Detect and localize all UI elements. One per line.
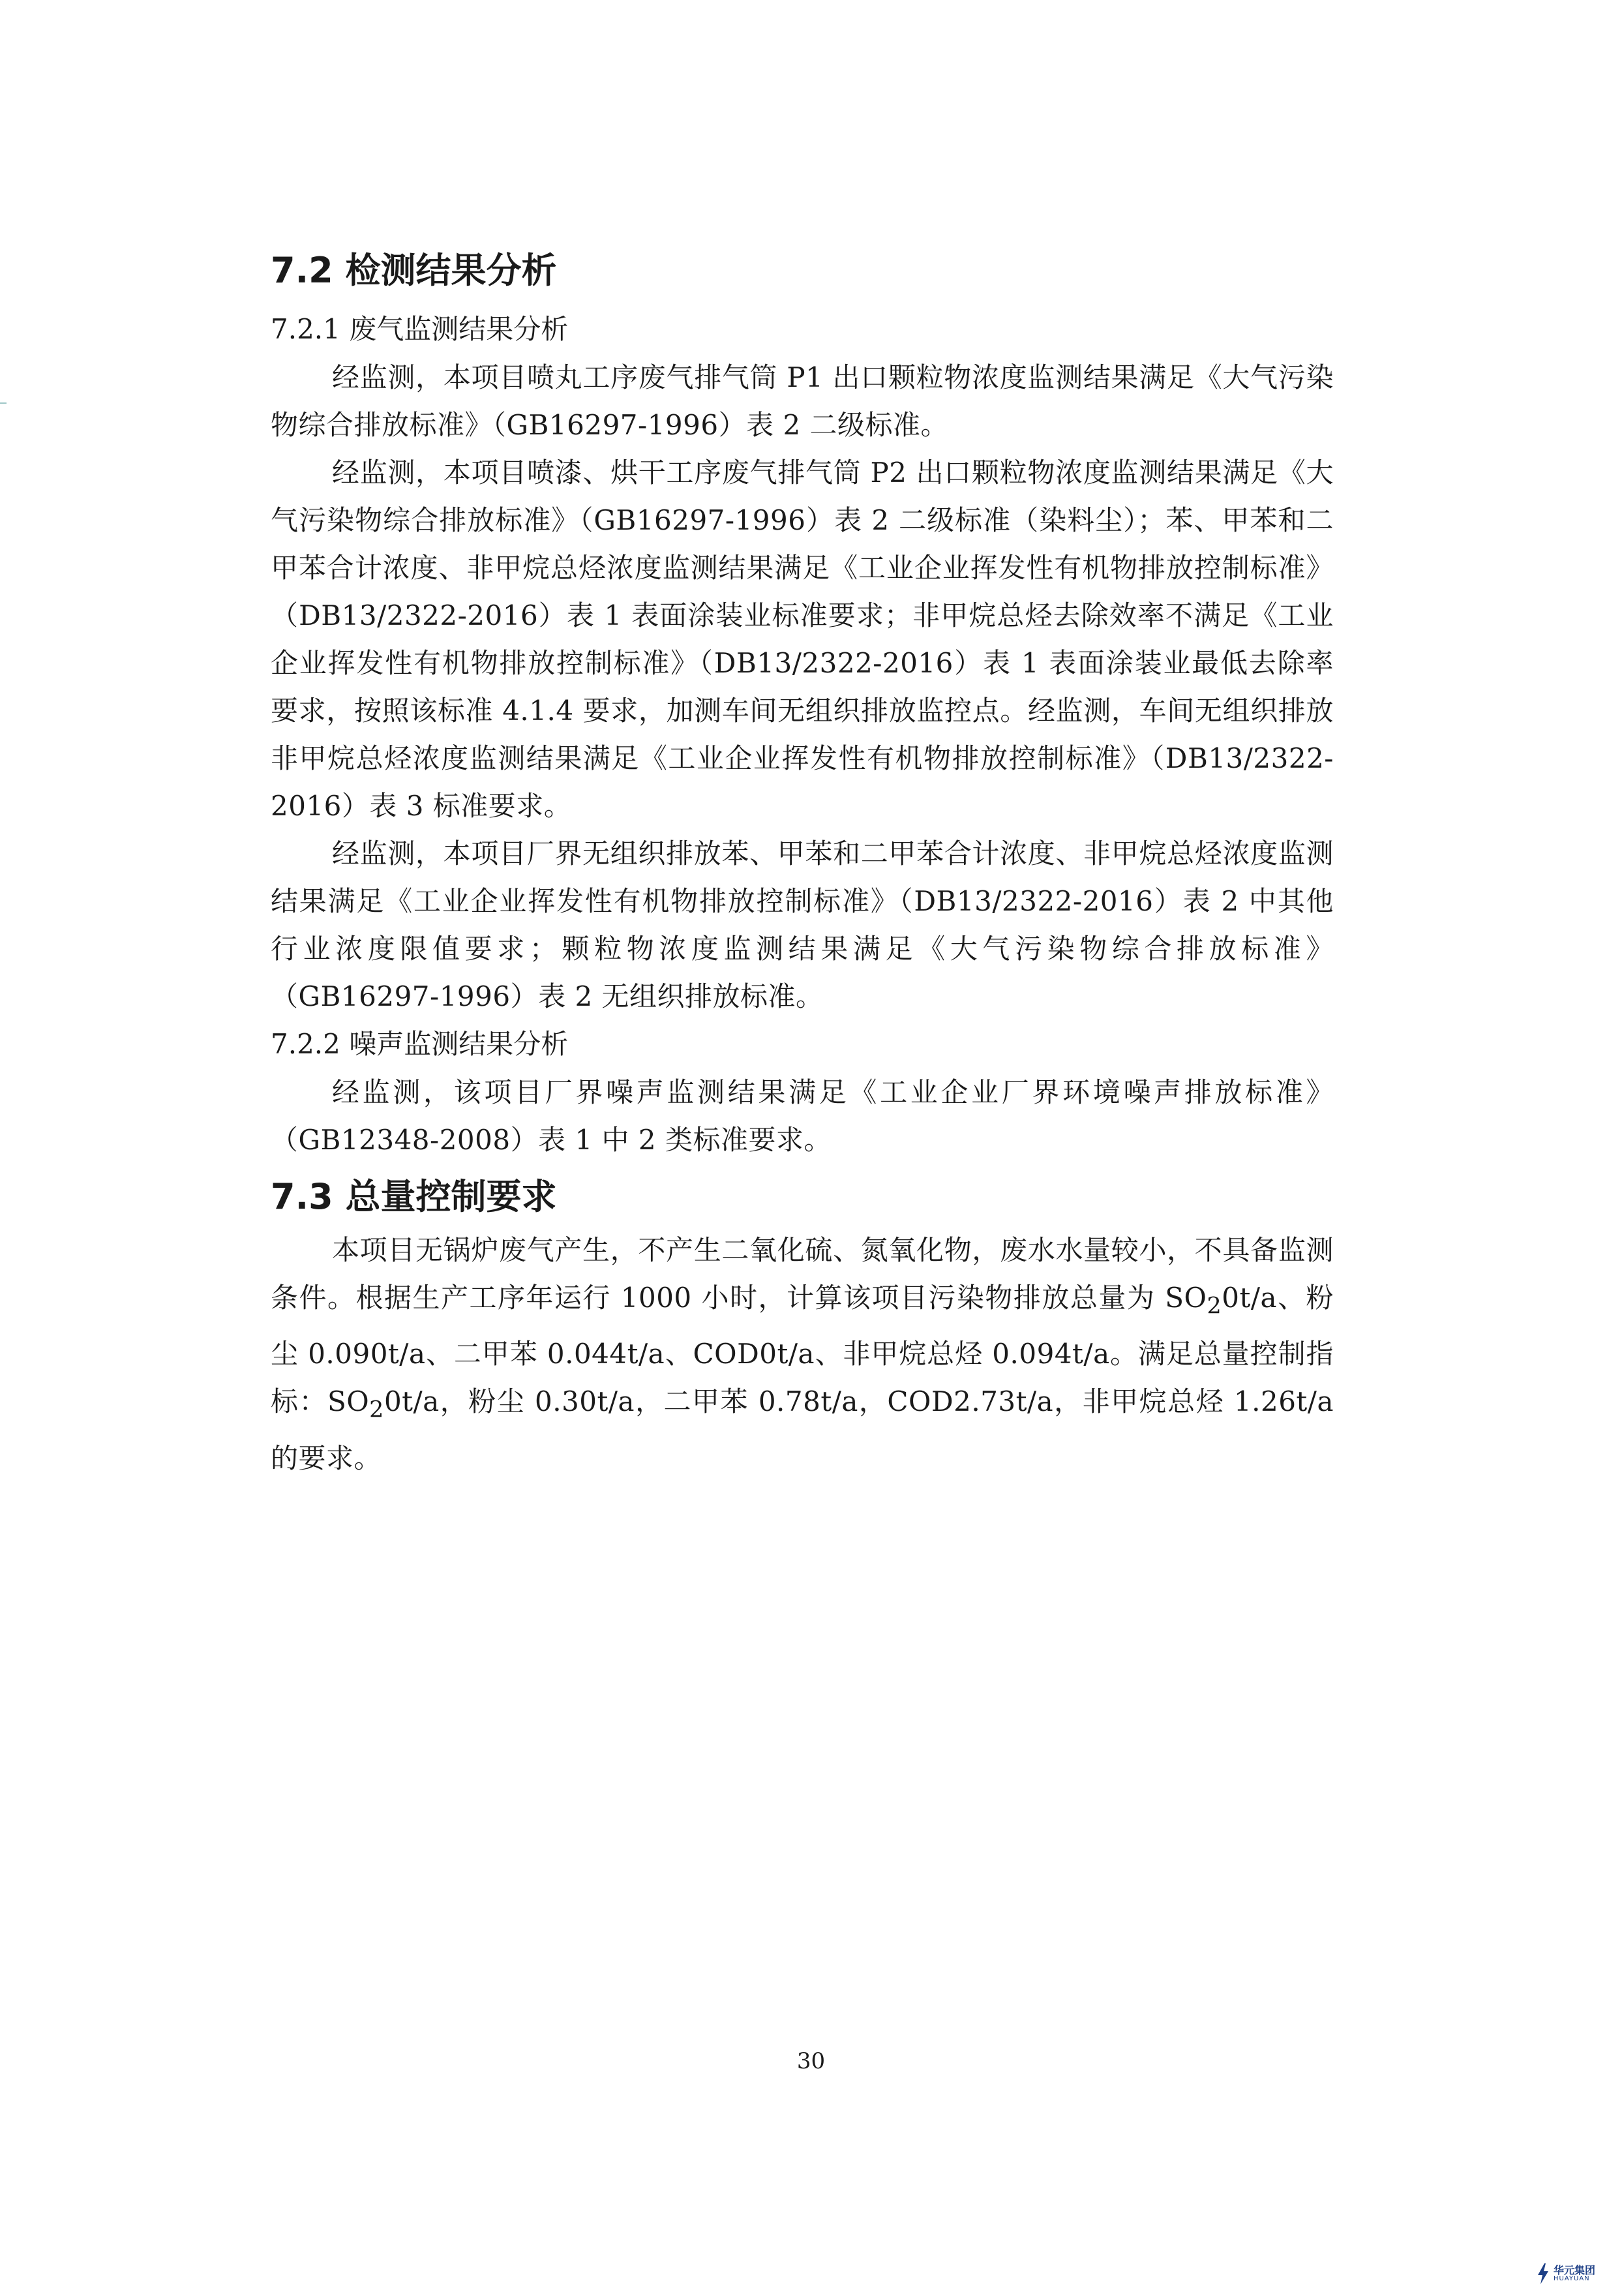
paragraph-noise-result: 经监测，该项目厂界噪声监测结果满足《工业企业厂界环境噪声排放标准》（GB12348-2008）表 1 中 2 类标准要求。 bbox=[271, 1076, 1334, 1156]
page-content bbox=[271, 241, 1334, 1482]
page-number: 30 bbox=[796, 2048, 826, 2074]
paragraph-p1-result: 经监测，本项目喷丸工序废气排气筒 P1 出口颗粒物浓度监测结果满足《大气污染物综合排放标准》（GB16297-1996）表 2 二级标准。 bbox=[271, 361, 1334, 441]
section-7-2-heading: 7.2 检测结果分析 bbox=[271, 250, 557, 291]
paragraph-boundary-result: 经监测，本项目厂界无组织排放苯、甲苯和二甲苯合计浓度、非甲烷总烃浓度监测结果满足《工业企业挥发性有机物排放控制标准》（DB13/2322-2016）表 2 中其他行业浓度限值要求；颗粒物浓度监测结果满足《大气污染物综合排放标准》（GB16297-1996）表 2 无组织排放标准。 bbox=[271, 838, 1334, 1012]
lightning-logo-icon bbox=[1536, 2263, 1550, 2285]
section-7-3-heading: 7.3 总量控制要求 bbox=[271, 1176, 557, 1217]
so2-subscript-1: 2 bbox=[1207, 1293, 1222, 1320]
subsection-7-2-2-heading: 7.2.2 噪声监测结果分析 bbox=[271, 1028, 569, 1060]
logo-chinese-name: 华元集团 bbox=[1554, 2264, 1596, 2276]
logo-english-name: HUAYUAN bbox=[1554, 2275, 1590, 2282]
scan-mark bbox=[0, 402, 7, 404]
company-logo bbox=[1536, 2261, 1609, 2287]
so2-subscript-2: 2 bbox=[369, 1397, 384, 1423]
total-control-text-1: 本项目无锅炉废气产生，不产生二氧化硫、氮氧化物，废水水量较小，不具备监测条件。根据生产工序年运行 1000 小时，计算该项目污染物排放总量为 SO bbox=[271, 1234, 1334, 1314]
total-control-text-2: 0t/a、粉尘 0.090t/a、二甲苯 0.044t/a、COD0t/a、非甲烷总烃 0.094t/a。满足总量控制指标：SO bbox=[271, 1282, 1334, 1418]
paragraph-total-control bbox=[271, 1226, 1334, 1482]
total-control-text-3: 0t/a，粉尘 0.30t/a，二甲苯 0.78t/a，COD2.73t/a，非甲烷总烃 1.26t/a 的要求。 bbox=[271, 1385, 1334, 1474]
logo-text bbox=[1554, 2265, 1595, 2282]
subsection-7-2-1-heading: 7.2.1 废气监测结果分析 bbox=[271, 313, 569, 345]
paragraph-p2-result: 经监测，本项目喷漆、烘干工序废气排气筒 P2 出口颗粒物浓度监测结果满足《大气污染物综合排放标准》（GB16297-1996）表 2 二级标准（染料尘）；苯、甲苯和二甲苯合计浓度、非甲烷总烃浓度监测结果满足《工业企业挥发性有机物排放控制标准》（DB13/2322-2016）表 1 表面涂装业标准要求；非甲烷总烃去除效率不满足《工业企业挥发性有机物排放控制标准》（DB13/2322-2016）表 1 表面涂装业最低去除率要求，按照该标准 4.1.4 要求，加测车间无组织排放监控点。经监测，车间无组织排放非甲烷总烃浓度监测结果满足《工业企业挥发性有机物排放控制标准》（DB13/2322-2016）表 3 标准要求。 bbox=[271, 457, 1334, 822]
